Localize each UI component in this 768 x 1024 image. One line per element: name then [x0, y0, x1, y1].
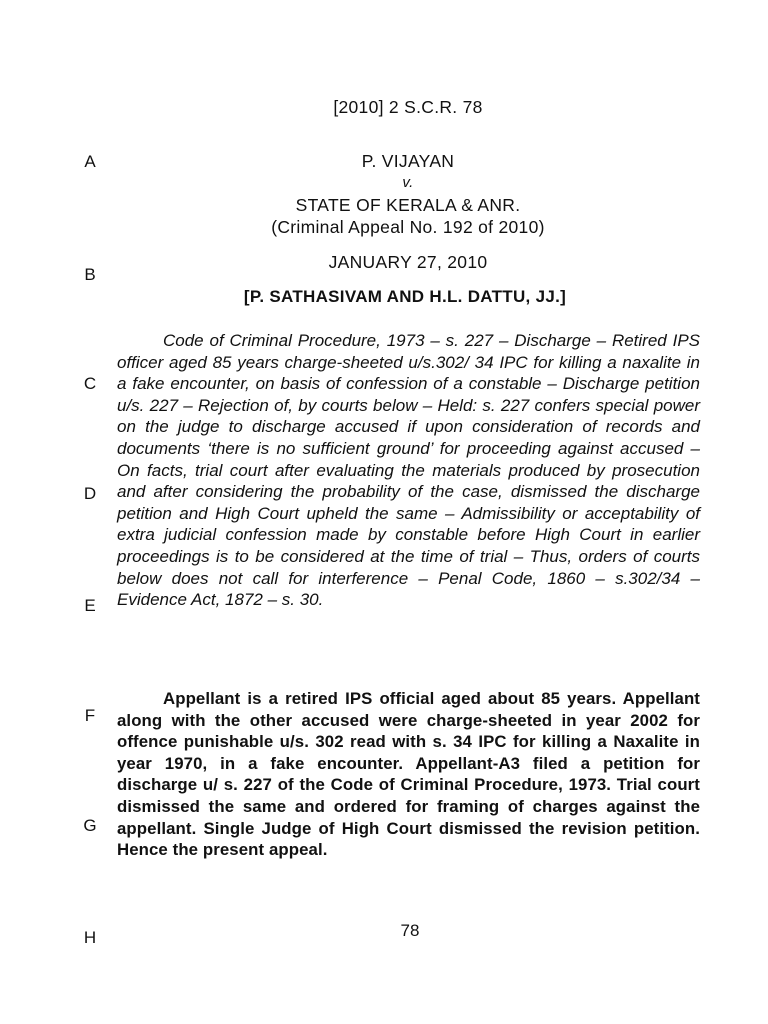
bench-judges: [P. SATHASIVAM AND H.L. DATTU, JJ.]: [243, 287, 567, 306]
margin-letter-b: B: [84, 265, 96, 284]
page-number: 78: [400, 921, 420, 940]
margin-letter-f: F: [84, 706, 96, 725]
case-summary-paragraph: Appellant is a retired IPS official aged about 85 years. Appellant along with the other accused were charge-sheeted in year 2002 for offence punishable u/s. 302 read with s. 34 IPC for killing a Naxalite in year 1970, in a fake encounter. Appellant-A3 filed a petition for discharge u/ s. 227 of the Code of Criminal Procedure, 1973. Trial court dismissed the same and ordered for framing of charges against the appellant. Single Judge of High Court dismissed the revision petition. Hence the present appeal.: [117, 689, 700, 860]
appellant-name: P. VIJAYAN: [361, 151, 455, 171]
margin-letter-d: D: [83, 484, 97, 503]
margin-letter-e: E: [84, 596, 96, 615]
judgment-date: JANUARY 27, 2010: [328, 252, 488, 272]
margin-letter-a: A: [84, 152, 96, 171]
versus-label: v.: [402, 174, 414, 191]
margin-letter-h: H: [83, 928, 97, 947]
margin-letter-g: G: [83, 816, 97, 835]
respondent-name: STATE OF KERALA & ANR.: [295, 195, 521, 215]
citation-header: [2010] 2 S.C.R. 78: [333, 97, 483, 117]
appeal-number: (Criminal Appeal No. 192 of 2010): [271, 217, 545, 237]
case-summary-section: [117, 688, 700, 861]
margin-letter-c: C: [83, 374, 97, 393]
headnote-section: [117, 330, 700, 611]
headnote-paragraph: Code of Criminal Procedure, 1973 – s. 227 – Discharge – Retired IPS officer aged 85 years charge-sheeted u/s.302/ 34 IPC for killing a naxalite in a fake encounter, on basis of confession of a constable – Discharge petition u/s. 227 – Rejection of, by courts below – Held: s. 227 confers special power on the judge to discharge accused if upon consideration of records and documents ‘there is no sufficient ground’ for proceeding against accused – On facts, trial court after evaluating the materials produced by prosecution and after considering the probability of the case, dismissed the discharge petition and High Court upheld the same – Admissibility or acceptability of extra judicial confession made by constable before High Court in earlier proceedings is to be considered at the time of trial – Thus, orders of courts below does not call for interference – Penal Code, 1860 – s.302/34 – Evidence Act, 1872 – s. 30.: [117, 331, 700, 610]
